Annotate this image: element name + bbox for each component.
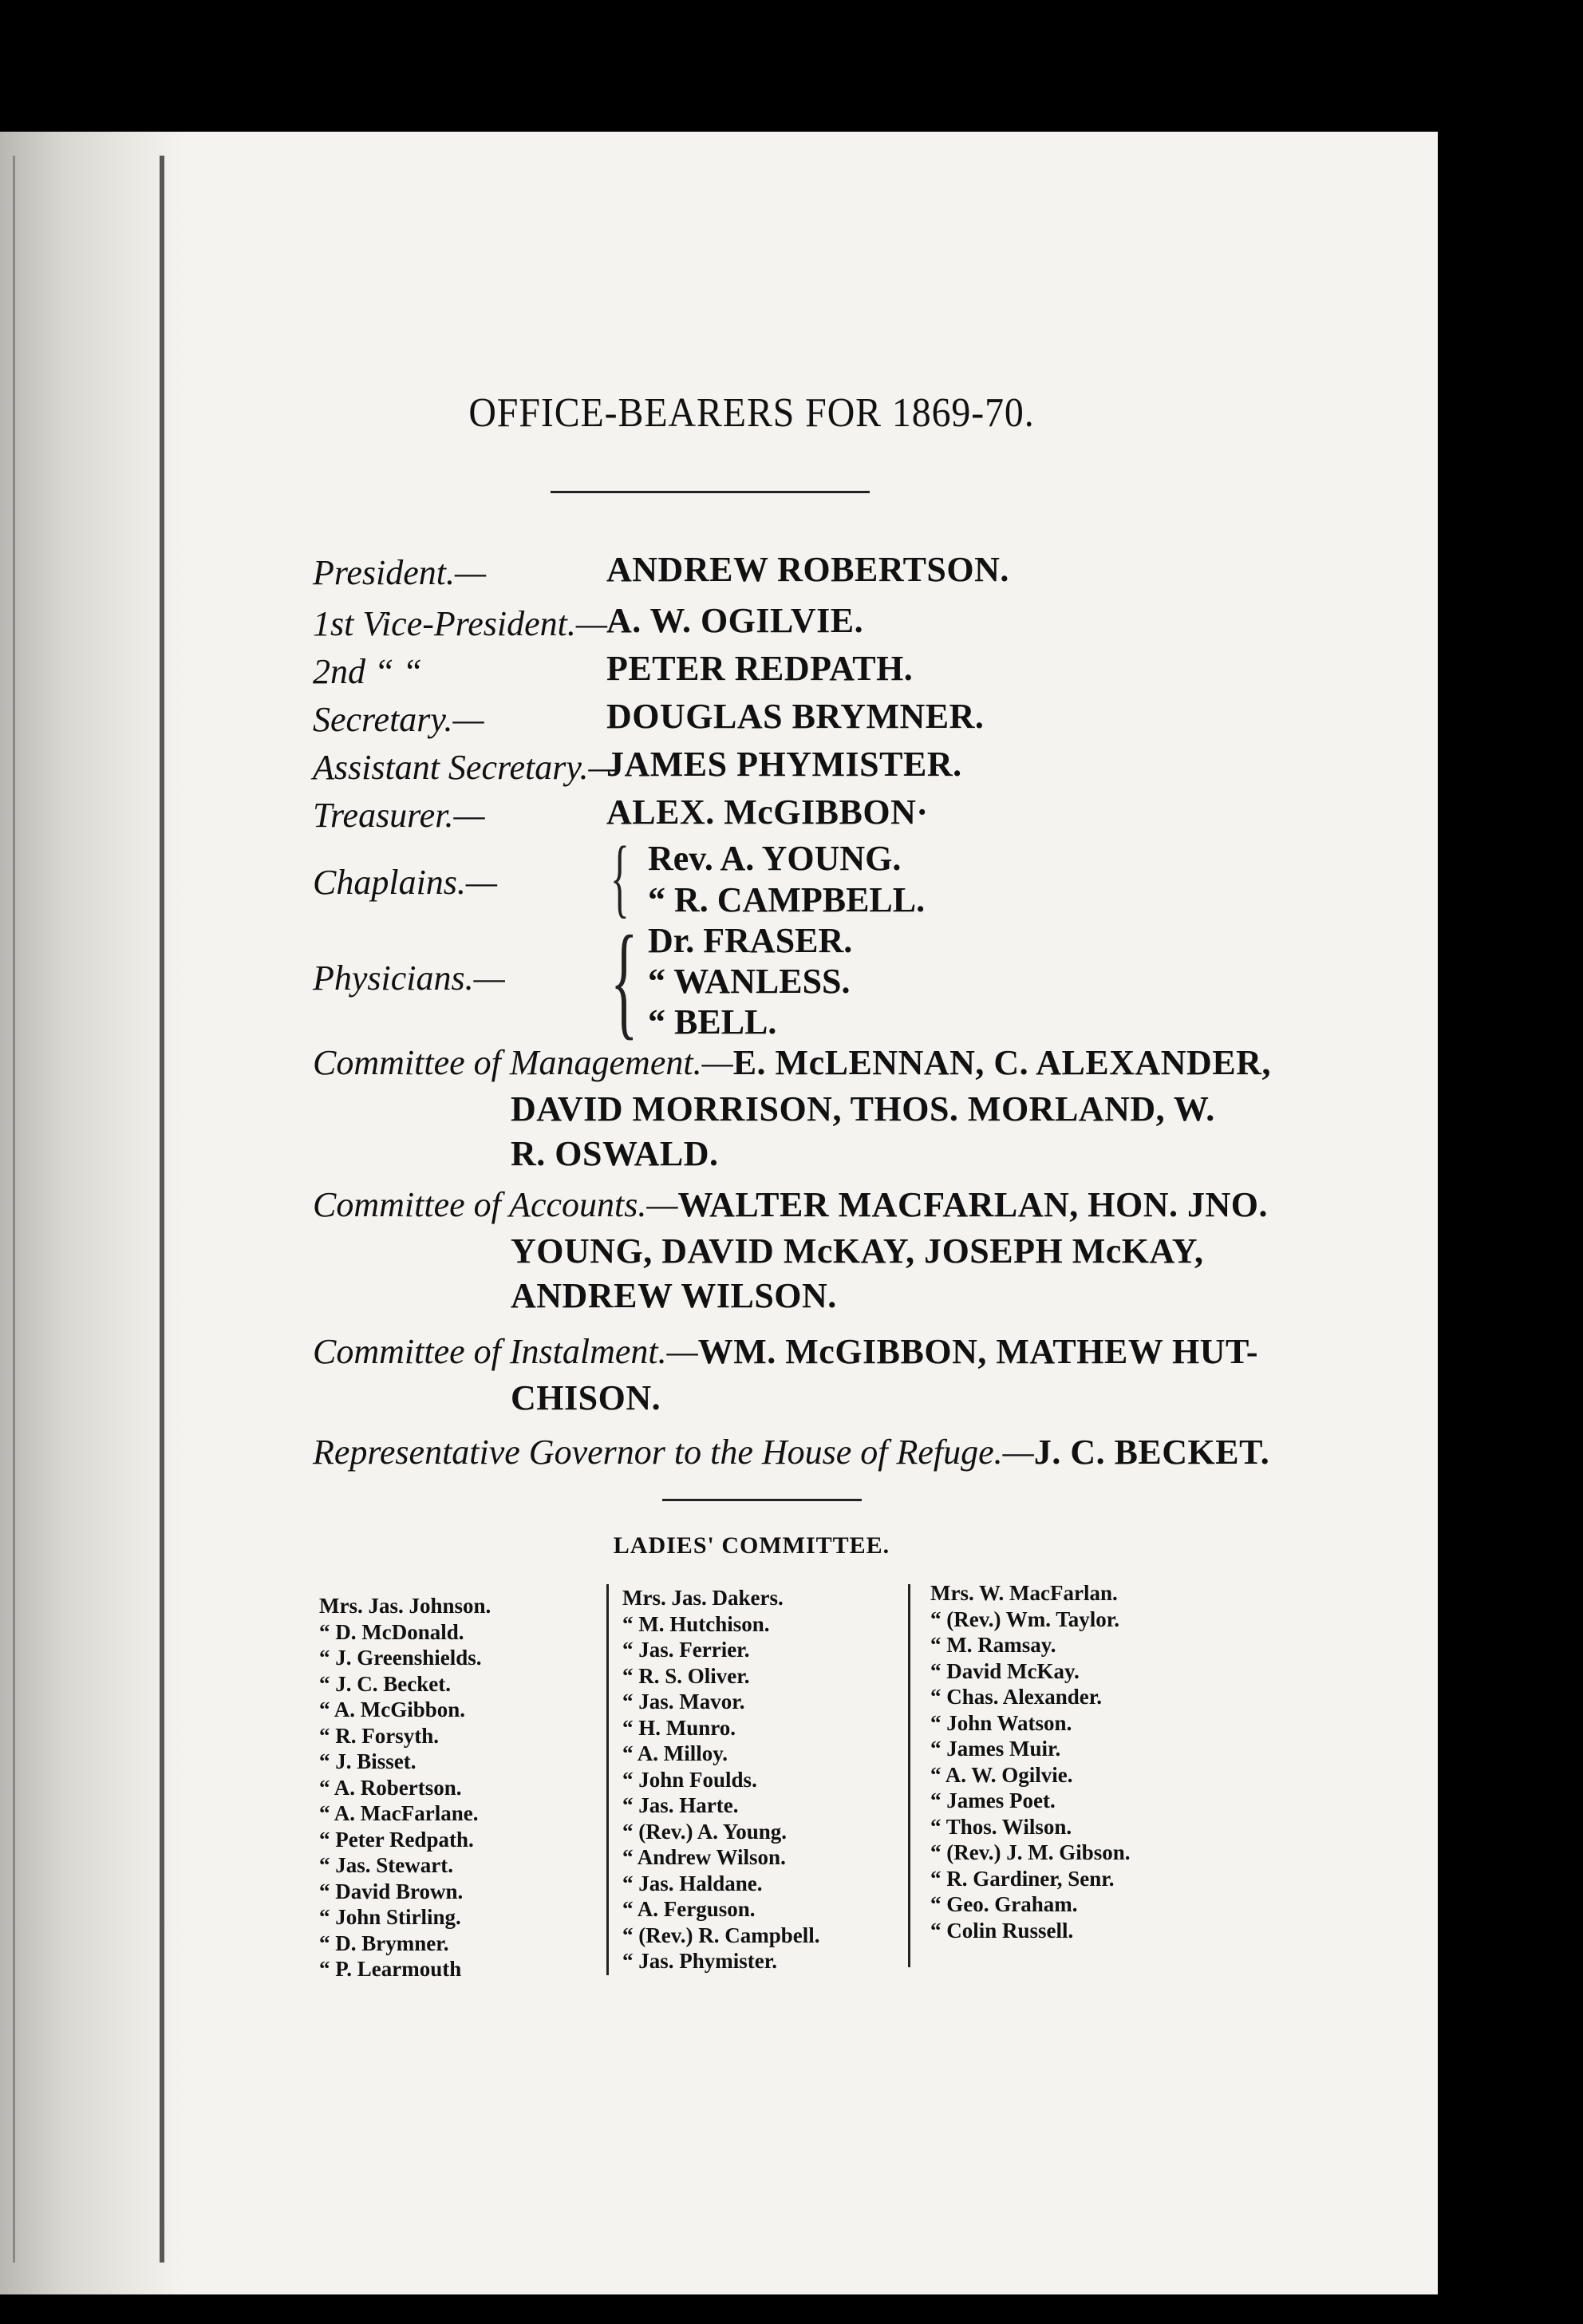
list-item: “ John Foulds. (622, 1767, 757, 1792)
committee-members: ANDREW WILSON. (511, 1276, 837, 1315)
list-item: “ Chas. Alexander. (930, 1685, 1103, 1709)
committee-instalment (313, 1331, 1258, 1372)
list-item: “ John Stirling. (319, 1905, 461, 1929)
physician-name: “ WANLESS. (648, 962, 851, 1001)
list-item: “ Jas. Stewart. (319, 1853, 453, 1877)
officer-assistant-secretary (313, 747, 620, 788)
list-item: Mrs. W. MacFarlan. (930, 1581, 1118, 1605)
ladies-column-2 (622, 1585, 819, 1974)
list-item: “ Colin Russell. (930, 1918, 1074, 1943)
list-item: “ (Rev.) Wm. Taylor. (930, 1607, 1120, 1631)
list-item: “ A. W. Ogilvie. (930, 1762, 1073, 1787)
officer-label: Assistant Secretary.— (313, 748, 620, 787)
list-item: “ M. Hutchison. (622, 1611, 770, 1636)
spine-crease (160, 156, 164, 2263)
officer-vice-president (313, 603, 607, 644)
committee-label: Committee of Accounts.— (313, 1185, 678, 1224)
committee-members: WM. McGIBBON, MATHEW HUT- (697, 1332, 1258, 1371)
officer-name: JAMES PHYMISTER. (606, 745, 962, 784)
list-item: “ David McKay. (930, 1658, 1080, 1683)
column-divider (606, 1584, 609, 1975)
list-item: “ M. Ramsay. (930, 1633, 1056, 1657)
list-item: “ Jas. Harte. (622, 1793, 739, 1817)
list-item: “ J. Bisset. (319, 1749, 416, 1773)
officer-treasurer (313, 795, 485, 836)
section-rule (662, 1499, 862, 1501)
ladies-column-3 (930, 1580, 1131, 1943)
committee-management (313, 1042, 1271, 1083)
chaplains-brace: { (610, 828, 630, 926)
committee-members: E. McLENNAN, C. ALEXANDER, (732, 1043, 1271, 1082)
officer-label: Secretary.— (313, 700, 484, 739)
representative-governor (313, 1432, 1269, 1472)
chaplain-name: “ R. CAMPBELL. (648, 880, 926, 919)
officer-name: A. W. OGILVIE. (606, 601, 864, 640)
list-item: “ A. McGibbon. (319, 1698, 466, 1721)
list-item: “ Thos. Wilson. (930, 1814, 1072, 1839)
committee-members: YOUNG, DAVID McKAY, JOSEPH McKAY, (511, 1231, 1204, 1271)
list-item: “ Geo. Graham. (930, 1892, 1078, 1916)
list-item: “ Jas. Mavor. (622, 1690, 745, 1713)
committee-label: Committee of Management.— (313, 1043, 733, 1082)
title-rule (551, 491, 870, 493)
committee-members: J. C. BECKET. (1033, 1433, 1270, 1472)
list-item: “ D. McDonald. (319, 1619, 464, 1644)
committee-label: Committee of Instalment.— (313, 1332, 698, 1371)
list-item: “ A. Ferguson. (622, 1897, 756, 1921)
list-item: “ Jas. Phymister. (622, 1949, 777, 1973)
officer-name: DOUGLAS BRYMNER. (606, 697, 985, 736)
list-item: “ A. Milloy. (622, 1741, 728, 1765)
list-item: “ Peter Redpath. (319, 1827, 474, 1852)
list-item: “ James Muir. (930, 1737, 1061, 1761)
ladies-column-1 (319, 1593, 491, 1982)
list-item: “ (Rev.) J. M. Gibson. (930, 1840, 1131, 1864)
chaplains-label: Chaplains.— (313, 863, 498, 902)
officer-president (313, 552, 486, 593)
list-item: “ H. Munro. (622, 1715, 736, 1740)
list-item: “ David Brown. (319, 1879, 464, 1903)
physicians-brace: { (610, 909, 638, 1051)
list-item: “ P. Learmouth (319, 1957, 462, 1981)
list-item: Mrs. Jas. Dakers. (622, 1586, 784, 1610)
officer-name: PETER REDPATH. (606, 649, 914, 688)
list-item: Mrs. Jas. Johnson. (319, 1594, 491, 1618)
list-item: “ J. C. Becket. (319, 1671, 451, 1696)
officer-label: 1st Vice-President.— (313, 604, 608, 643)
officer-label: 2nd “ “ (313, 652, 422, 691)
officer-name: ALEX. McGIBBON· (606, 792, 929, 832)
list-item: “ R. S. Oliver. (622, 1663, 750, 1688)
committee-members: CHISON. (511, 1378, 661, 1417)
list-item: “ James Poet. (930, 1788, 1056, 1812)
officer-label: President.— (313, 553, 487, 592)
physicians-label: Physicians.— (313, 958, 505, 998)
list-item: “ J. Greenshields. (319, 1646, 482, 1670)
officer-label: Treasurer.— (313, 796, 485, 835)
list-item: “ D. Brymner. (319, 1931, 449, 1955)
column-divider (908, 1584, 910, 1967)
list-item: “ John Watson. (930, 1710, 1072, 1735)
list-item: “ Jas. Ferrier. (622, 1638, 750, 1662)
officer-second-vice-president (313, 651, 422, 692)
book-spine-shadow (0, 132, 184, 2294)
committee-members: DAVID MORRISON, THOS. MORLAND, W. (511, 1089, 1215, 1128)
list-item: “ A. Robertson. (319, 1775, 462, 1800)
list-item: “ R. Gardiner, Senr. (930, 1866, 1115, 1891)
committee-members: R. OSWALD. (511, 1134, 719, 1173)
list-item: “ A. MacFarlane. (319, 1801, 479, 1825)
spine-edge (13, 156, 15, 2263)
list-item: “ R. Forsyth. (319, 1723, 439, 1748)
committee-accounts (313, 1184, 1268, 1225)
officer-secretary (313, 699, 484, 740)
physician-name: Dr. FRASER. (648, 921, 853, 960)
officer-name: ANDREW ROBERTSON. (606, 550, 1009, 589)
list-item: “ Andrew Wilson. (622, 1845, 786, 1869)
list-item: “ (Rev.) A. Young. (622, 1819, 788, 1844)
chaplain-name: Rev. A. YOUNG. (648, 839, 902, 878)
list-item: “ Jas. Haldane. (622, 1871, 763, 1895)
list-item: “ (Rev.) R. Campbell. (622, 1923, 820, 1947)
physician-name: “ BELL. (648, 1002, 777, 1041)
ladies-committee-title: LADIES' COMMITTEE. (613, 1532, 890, 1559)
committee-label: Representative Governor to the House of Refuge.— (313, 1433, 1034, 1472)
page-title: OFFICE-BEARERS FOR 1869-70. (468, 390, 1035, 436)
committee-members: WALTER MACFARLAN, HON. JNO. (677, 1185, 1269, 1224)
